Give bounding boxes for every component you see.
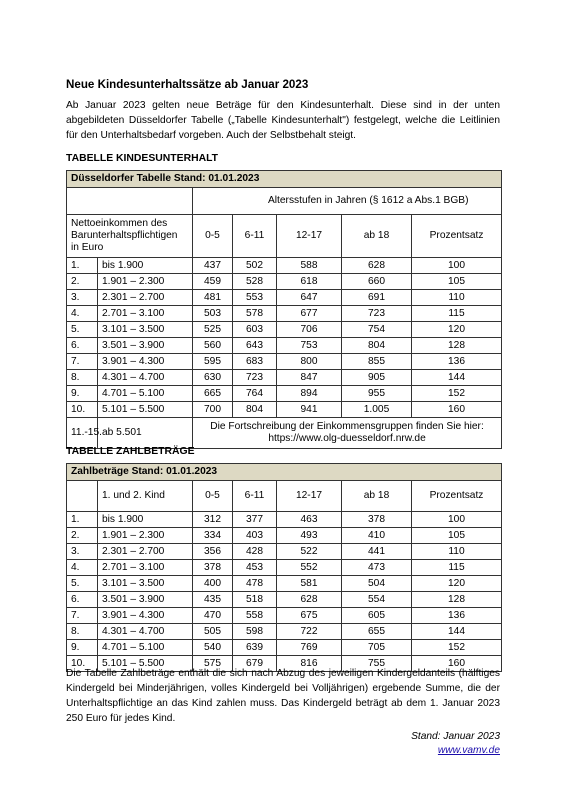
table2-group-number: 2. — [67, 528, 98, 544]
table1-col-header: Prozentsatz — [412, 215, 502, 258]
table2-value-cell: 605 — [342, 608, 412, 624]
table1-value-cell: 941 — [277, 402, 342, 418]
table2-value-cell: 679 — [233, 656, 277, 672]
table1-group-number: 8. — [67, 370, 98, 386]
table2-income-range: 3.101 – 3.500 — [98, 576, 193, 592]
table2-group-number: 8. — [67, 624, 98, 640]
table1-group-number: 3. — [67, 290, 98, 306]
table2-empty-cell — [67, 481, 98, 512]
table1-income-range: 5.101 – 5.500 — [98, 402, 193, 418]
table1-value-cell: 754 — [342, 322, 412, 338]
table2-row — [67, 608, 502, 624]
table2-group-number: 7. — [67, 608, 98, 624]
table2-value-cell: 378 — [342, 512, 412, 528]
table2-row — [67, 576, 502, 592]
table1-value-cell: 100 — [412, 258, 502, 274]
table1-value-cell: 660 — [342, 274, 412, 290]
table2-value-cell: 581 — [277, 576, 342, 592]
table1-row — [67, 290, 502, 306]
intro-paragraph: Ab Januar 2023 gelten neue Beträge für den Kindesunterhalt. Diese sind in der unten abgebildeten Düsseldorfer Tabelle („Tabelle Kindesunterhalt") festgelegt, welche die Leitlinien für den Unterhaltsbedarf vorgeben. Auch der Selbstbehalt steigt. — [66, 100, 500, 141]
table2-caption: Zahlbeträge Stand: 01.01.2023 — [67, 464, 502, 481]
table2-value-cell: 522 — [277, 544, 342, 560]
table1-income-range: bis 1.900 — [98, 258, 193, 274]
table2-col-header: 1. und 2. Kind — [98, 481, 193, 512]
table1-value-cell: 560 — [193, 338, 233, 354]
table2-income-range: 5.101 – 5.500 — [98, 656, 193, 672]
table2-income-range: bis 1.900 — [98, 512, 193, 528]
table1-value-cell: 502 — [233, 258, 277, 274]
table1-value-cell: 894 — [277, 386, 342, 402]
table1-value-cell: 700 — [193, 402, 233, 418]
table1-income-range: 1.901 – 2.300 — [98, 274, 193, 290]
table1-value-cell: 105 — [412, 274, 502, 290]
table2-income-range: 1.901 – 2.300 — [98, 528, 193, 544]
table2-value-cell: 655 — [342, 624, 412, 640]
table1-row — [67, 370, 502, 386]
table2-value-cell: 356 — [193, 544, 233, 560]
table2-value-cell: 575 — [193, 656, 233, 672]
table1-value-cell: 588 — [277, 258, 342, 274]
table2-value-cell: 755 — [342, 656, 412, 672]
table2-value-cell: 598 — [233, 624, 277, 640]
table1-value-cell: 643 — [233, 338, 277, 354]
table1-income-range: 2.301 – 2.700 — [98, 290, 193, 306]
table1-value-cell: 691 — [342, 290, 412, 306]
table2-group-number: 5. — [67, 576, 98, 592]
table1-income-range: 3.901 – 4.300 — [98, 354, 193, 370]
table1-row — [67, 258, 502, 274]
table2-value-cell: 144 — [412, 624, 502, 640]
table2-value-cell: 120 — [412, 576, 502, 592]
table1-income-range: 4.301 – 4.700 — [98, 370, 193, 386]
table2-value-cell: 441 — [342, 544, 412, 560]
table1-value-cell: 723 — [342, 306, 412, 322]
table1-value-cell: 128 — [412, 338, 502, 354]
table1-value-cell: 120 — [412, 322, 502, 338]
table2-value-cell: 675 — [277, 608, 342, 624]
table2-col-header: 12-17 — [277, 481, 342, 512]
table2-col-header: Prozentsatz — [412, 481, 502, 512]
table1-value-cell: 152 — [412, 386, 502, 402]
table1-income-range: 3.101 – 3.500 — [98, 322, 193, 338]
table1-value-cell: 160 — [412, 402, 502, 418]
table1-row — [67, 338, 502, 354]
table1-value-cell: 855 — [342, 354, 412, 370]
table1-value-cell: 723 — [233, 370, 277, 386]
table1-row — [67, 386, 502, 402]
table1-caption: Düsseldorfer Tabelle Stand: 01.01.2023 — [67, 171, 502, 188]
table2-value-cell: 493 — [277, 528, 342, 544]
table1-row — [67, 274, 502, 290]
table1-age-header: Altersstufen in Jahren (§ 1612 a Abs.1 BGB) — [193, 188, 502, 215]
table1-value-cell: 136 — [412, 354, 502, 370]
table2-group-number: 6. — [67, 592, 98, 608]
table2-value-cell: 435 — [193, 592, 233, 608]
table1-group-number: 5. — [67, 322, 98, 338]
table1-row — [67, 402, 502, 418]
outro-paragraph: Die Tabelle Zahlbeträge enthält die sich nach Abzug des jeweiligen Kindergeldanteils (hälftiges Kindergeld bei Minderjährigen, volles Kindergeld bei Volljährigen) ergebende Summe, die der Unterhaltspflichtige an das Kind zahlen muss. Das Kindergeld beträgt ab dem 1. Januar 2023 250 Euro für jedes Kind. — [66, 668, 500, 724]
table1-value-cell: 677 — [277, 306, 342, 322]
table1-value-cell: 800 — [277, 354, 342, 370]
table1-row — [67, 354, 502, 370]
table2-value-cell: 400 — [193, 576, 233, 592]
table2-value-cell: 540 — [193, 640, 233, 656]
table1-value-cell: 804 — [342, 338, 412, 354]
table2-value-cell: 558 — [233, 608, 277, 624]
table1-heading: TABELLE KINDESUNTERHALT — [66, 153, 219, 164]
table2-value-cell: 128 — [412, 592, 502, 608]
table2-group-number: 4. — [67, 560, 98, 576]
table1-col-header: ab 18 — [342, 215, 412, 258]
table2-row — [67, 640, 502, 656]
table2-value-cell: 769 — [277, 640, 342, 656]
table2-income-range: 2.301 – 2.700 — [98, 544, 193, 560]
table1-value-cell: 525 — [193, 322, 233, 338]
table2-value-cell: 334 — [193, 528, 233, 544]
vamv-link[interactable]: www.vamv.de — [437, 745, 500, 756]
table2-value-cell: 453 — [233, 560, 277, 576]
table1-col-header: 0-5 — [193, 215, 233, 258]
table1-value-cell: 578 — [233, 306, 277, 322]
table2-group-number: 3. — [67, 544, 98, 560]
table2-row — [67, 560, 502, 576]
table1-value-cell: 528 — [233, 274, 277, 290]
table1-empty-cell — [67, 188, 193, 215]
table1-fortschreibung-note: Die Fortschreibung der Einkommensgruppen finden Sie hier: https://www.olg-duesseldorf.nrw.de — [193, 418, 502, 449]
table2-value-cell: 552 — [277, 560, 342, 576]
table2-col-header: 6-11 — [233, 481, 277, 512]
table-kindesunterhalt — [66, 170, 502, 449]
table1-group-number: 7. — [67, 354, 98, 370]
stand-date: Stand: Januar 2023 — [411, 731, 500, 742]
table2-value-cell: 816 — [277, 656, 342, 672]
table2-row — [67, 512, 502, 528]
table1-group-number: 1. — [67, 258, 98, 274]
table1-group-number: 10. — [67, 402, 98, 418]
table2-income-range: 3.901 – 4.300 — [98, 608, 193, 624]
table1-row — [67, 322, 502, 338]
table1-group-number: 2. — [67, 274, 98, 290]
table1-income-range: ab 5.501 — [98, 418, 193, 449]
table1-value-cell: 481 — [193, 290, 233, 306]
table1-value-cell: 706 — [277, 322, 342, 338]
table1-value-cell: 437 — [193, 258, 233, 274]
table2-value-cell: 554 — [342, 592, 412, 608]
table2-value-cell: 403 — [233, 528, 277, 544]
table2-value-cell: 152 — [412, 640, 502, 656]
table1-value-cell: 647 — [277, 290, 342, 306]
table2-income-range: 4.701 – 5.100 — [98, 640, 193, 656]
table2-value-cell: 115 — [412, 560, 502, 576]
table1-income-header: Nettoeinkommen des Barunterhaltspflichtigen in Euro — [67, 215, 193, 258]
table2-heading: TABELLE ZAHLBETRÄGE — [66, 446, 195, 457]
table1-value-cell: 804 — [233, 402, 277, 418]
table1-value-cell: 665 — [193, 386, 233, 402]
table2-value-cell: 410 — [342, 528, 412, 544]
table2-value-cell: 473 — [342, 560, 412, 576]
table1-col-header: 12-17 — [277, 215, 342, 258]
table2-value-cell: 312 — [193, 512, 233, 528]
table1-income-range: 3.501 – 3.900 — [98, 338, 193, 354]
table2-value-cell: 160 — [412, 656, 502, 672]
table1-value-cell: 603 — [233, 322, 277, 338]
table1-value-cell: 503 — [193, 306, 233, 322]
table2-group-number: 9. — [67, 640, 98, 656]
table2-value-cell: 463 — [277, 512, 342, 528]
table1-value-cell: 459 — [193, 274, 233, 290]
table2-value-cell: 377 — [233, 512, 277, 528]
table2-group-number: 10. — [67, 656, 98, 672]
page-title: Neue Kindesunterhaltssätze ab Januar 2023 — [66, 78, 309, 91]
table2-income-range: 3.501 – 3.900 — [98, 592, 193, 608]
table2-value-cell: 110 — [412, 544, 502, 560]
table2-value-cell: 504 — [342, 576, 412, 592]
table2-value-cell: 470 — [193, 608, 233, 624]
table2-row — [67, 624, 502, 640]
table1-value-cell: 1.005 — [342, 402, 412, 418]
table2-value-cell: 722 — [277, 624, 342, 640]
table2-value-cell: 100 — [412, 512, 502, 528]
table1-value-cell: 144 — [412, 370, 502, 386]
table2-col-header: 0-5 — [193, 481, 233, 512]
table2-value-cell: 705 — [342, 640, 412, 656]
table1-value-cell: 628 — [342, 258, 412, 274]
table1-value-cell: 618 — [277, 274, 342, 290]
table2-value-cell: 518 — [233, 592, 277, 608]
table1-value-cell: 553 — [233, 290, 277, 306]
table1-value-cell: 115 — [412, 306, 502, 322]
table2-value-cell: 639 — [233, 640, 277, 656]
table1-value-cell: 110 — [412, 290, 502, 306]
table1-col-header: 6-11 — [233, 215, 277, 258]
table1-income-range: 2.701 – 3.100 — [98, 306, 193, 322]
table2-value-cell: 505 — [193, 624, 233, 640]
table2-value-cell: 378 — [193, 560, 233, 576]
table2-value-cell: 105 — [412, 528, 502, 544]
table1-group-number: 11.-15. — [67, 418, 98, 449]
table2-value-cell: 628 — [277, 592, 342, 608]
table1-value-cell: 595 — [193, 354, 233, 370]
table1-value-cell: 683 — [233, 354, 277, 370]
table2-row — [67, 528, 502, 544]
table2-value-cell: 136 — [412, 608, 502, 624]
table1-value-cell: 847 — [277, 370, 342, 386]
table1-group-number: 4. — [67, 306, 98, 322]
table1-group-number: 9. — [67, 386, 98, 402]
table2-row — [67, 544, 502, 560]
table2-col-header: ab 18 — [342, 481, 412, 512]
table1-value-cell: 764 — [233, 386, 277, 402]
table2-value-cell: 478 — [233, 576, 277, 592]
table1-group-number: 6. — [67, 338, 98, 354]
table2-row — [67, 592, 502, 608]
table2-income-range: 4.301 – 4.700 — [98, 624, 193, 640]
table2-group-number: 1. — [67, 512, 98, 528]
table1-income-range: 4.701 – 5.100 — [98, 386, 193, 402]
table1-row — [67, 306, 502, 322]
table2-income-range: 2.701 – 3.100 — [98, 560, 193, 576]
table1-value-cell: 955 — [342, 386, 412, 402]
table2-value-cell: 428 — [233, 544, 277, 560]
table1-value-cell: 753 — [277, 338, 342, 354]
table-zahlbetraege — [66, 463, 502, 672]
table1-value-cell: 630 — [193, 370, 233, 386]
table1-value-cell: 905 — [342, 370, 412, 386]
